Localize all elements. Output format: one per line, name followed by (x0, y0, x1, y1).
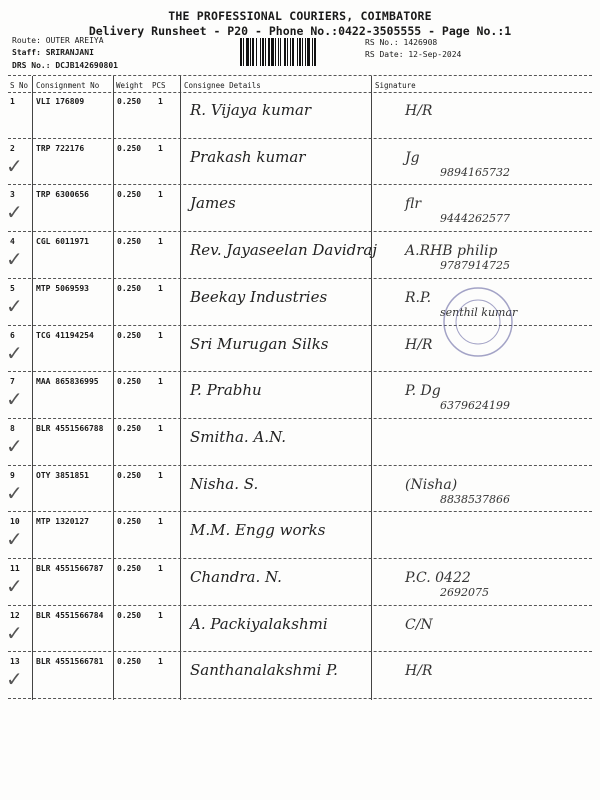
company-stamp (438, 282, 518, 362)
row-pcs: 1 (158, 610, 163, 620)
row-sno: 9 (10, 470, 15, 480)
row-signature-note: 9894165732 (440, 165, 510, 179)
row-signature: (Nisha) (405, 476, 458, 493)
row-signature: P.C. 0422 (405, 570, 471, 586)
row-sno: 7 (10, 377, 15, 387)
row-signature: C/N (405, 616, 433, 633)
header-bottom-rule (8, 92, 592, 93)
row-pcs: 1 (158, 377, 163, 387)
row-weight: 0.250 (117, 377, 142, 387)
col-sno-header: S No (10, 81, 29, 90)
row-divider (8, 231, 592, 232)
row-signature: H/R (405, 103, 433, 119)
col-consignment-header: Consignment No (36, 81, 100, 90)
row-weight: 0.250 (117, 423, 142, 433)
row-pcs: 1 (158, 283, 163, 293)
row-pcs: 1 (158, 190, 163, 200)
row-signature: A.RHB philip (405, 243, 498, 260)
row-signature-note: 2692075 (440, 586, 489, 599)
tick-mark-icon: ✓ (6, 247, 23, 272)
row-consignment-no: BLR 4551566787 (36, 564, 104, 573)
drs-label: DRS No.: DCJB142690801 (12, 61, 118, 70)
row-weight: 0.250 (117, 564, 142, 573)
col-sep (371, 76, 372, 700)
row-sno: 13 (10, 657, 20, 667)
tick-mark-icon: ✓ (6, 574, 23, 598)
row-consignee: Prakash kumar (190, 147, 306, 166)
row-consignment-no: VLI 176809 (36, 97, 85, 106)
tick-mark-icon: ✓ (6, 620, 23, 645)
row-consignment-no: TCG 41194254 (36, 330, 94, 340)
col-pcs-header: PCS (152, 81, 166, 90)
row-divider (8, 651, 592, 652)
row-sno: 10 (10, 517, 20, 527)
runsheet-subtitle: Delivery Runsheet - P20 - Phone No.:0422-3505555 - Page No.:1 (88, 24, 512, 38)
row-signature: Jg (405, 149, 420, 166)
row-consignee: Nisha. S. (190, 474, 259, 493)
row-divider (8, 698, 592, 699)
row-divider (8, 511, 592, 512)
row-signature-note: 9444262577 (440, 212, 510, 226)
row-weight: 0.250 (117, 330, 142, 340)
row-divider (8, 371, 592, 372)
row-pcs: 1 (158, 97, 163, 106)
row-signature: R.P. (405, 289, 432, 306)
row-pcs: 1 (158, 330, 163, 340)
row-divider (8, 558, 592, 559)
row-divider (8, 278, 592, 279)
row-sno: 6 (10, 330, 15, 340)
row-sno: 4 (10, 237, 15, 247)
row-divider (8, 418, 592, 419)
row-consignment-no: MAA 865836995 (36, 377, 99, 387)
row-pcs: 1 (158, 237, 163, 247)
row-consignee: Chandra. N. (190, 568, 282, 586)
row-weight: 0.250 (117, 657, 142, 667)
row-divider (8, 465, 592, 466)
tick-mark-icon: ✓ (6, 293, 23, 318)
row-consignment-no: TRP 6300656 (36, 190, 89, 200)
row-weight: 0.250 (117, 143, 142, 153)
route-label: Route: OUTER AREIYA (12, 36, 104, 45)
row-sno: 12 (10, 610, 20, 620)
row-pcs: 1 (158, 423, 163, 433)
row-consignment-no: BLR 4551566781 (36, 657, 104, 667)
row-sno: 1 (10, 97, 15, 106)
row-weight: 0.250 (117, 237, 142, 247)
row-pcs: 1 (158, 143, 163, 153)
tick-mark-icon: ✓ (6, 480, 23, 505)
row-consignee: M.M. Engg works (190, 521, 326, 540)
tick-mark-icon: ✓ (6, 527, 23, 552)
row-pcs: 1 (158, 470, 163, 480)
row-divider (8, 184, 592, 185)
row-consignee: Rev. Jayaseelan Davidraj (190, 241, 378, 260)
tick-mark-icon: ✓ (6, 200, 23, 225)
col-consignee-header: Consignee Details (184, 81, 261, 90)
row-consignment-no: BLR 4551566784 (36, 610, 104, 620)
header-top-rule (8, 75, 592, 76)
row-weight: 0.250 (117, 97, 142, 106)
row-signature-note: 9787914725 (440, 259, 510, 273)
col-signature-header: Signature (375, 81, 416, 90)
row-sno: 11 (10, 564, 20, 573)
tick-mark-icon: ✓ (6, 387, 23, 412)
col-weight-header: Weight (116, 81, 144, 90)
row-sno: 3 (10, 190, 15, 200)
row-signature-note: 8838537866 (440, 492, 510, 506)
company-title: THE PROFESSIONAL COURIERS, COIMBATORE (168, 9, 432, 23)
row-signature: flr (405, 196, 422, 213)
rs-date-label: RS Date: 12-Sep-2024 (365, 50, 462, 59)
row-pcs: 1 (158, 657, 163, 667)
row-consignment-no: CGL 6011971 (36, 237, 89, 247)
tick-mark-icon: ✓ (6, 340, 23, 365)
tick-mark-icon: ✓ (6, 433, 23, 458)
row-consignee: Sri Murugan Silks (190, 334, 329, 353)
row-consignee: R. Vijaya kumar (190, 101, 312, 119)
tick-mark-icon: ✓ (6, 667, 23, 692)
row-consignee: P. Prabhu (190, 381, 262, 400)
staff-label: Staff: SRIRANJANI (12, 48, 94, 57)
col-sep (113, 76, 114, 700)
row-divider (8, 605, 592, 606)
tick-mark-icon: ✓ (6, 153, 23, 178)
row-consignee: James (190, 194, 236, 213)
row-sno: 8 (10, 423, 15, 433)
row-consignment-no: MTP 5069593 (36, 283, 89, 293)
row-consignee: Beekay Industries (190, 287, 328, 306)
rs-no-label: RS No.: 1426908 (365, 38, 438, 47)
row-sno: 2 (10, 143, 15, 153)
row-consignment-no: BLR 4551566788 (36, 423, 104, 433)
row-weight: 0.250 (117, 470, 142, 480)
row-consignee: A. Packiyalakshmi (190, 614, 328, 633)
row-signature: H/R (405, 663, 433, 680)
row-consignment-no: MTP 1320127 (36, 517, 89, 527)
row-pcs: 1 (158, 564, 163, 573)
row-sno: 5 (10, 283, 15, 293)
row-consignment-no: OTY 3851851 (36, 470, 89, 480)
row-signature-note: 6379624199 (440, 399, 510, 413)
row-consignment-no: TRP 722176 (36, 143, 85, 153)
col-sep (32, 76, 33, 700)
row-divider (8, 138, 592, 139)
row-consignee: Smitha. A.N. (190, 427, 286, 446)
row-weight: 0.250 (117, 517, 142, 527)
row-signature: H/R (405, 336, 433, 353)
col-sep (180, 76, 181, 700)
row-signature: P. Dg (405, 383, 441, 400)
row-signature-note: senthil kumar (440, 305, 518, 319)
barcode (240, 38, 352, 66)
row-weight: 0.250 (117, 610, 142, 620)
row-weight: 0.250 (117, 190, 142, 200)
row-pcs: 1 (158, 517, 163, 527)
row-weight: 0.250 (117, 283, 142, 293)
row-consignee: Santhanalakshmi P. (190, 661, 338, 680)
